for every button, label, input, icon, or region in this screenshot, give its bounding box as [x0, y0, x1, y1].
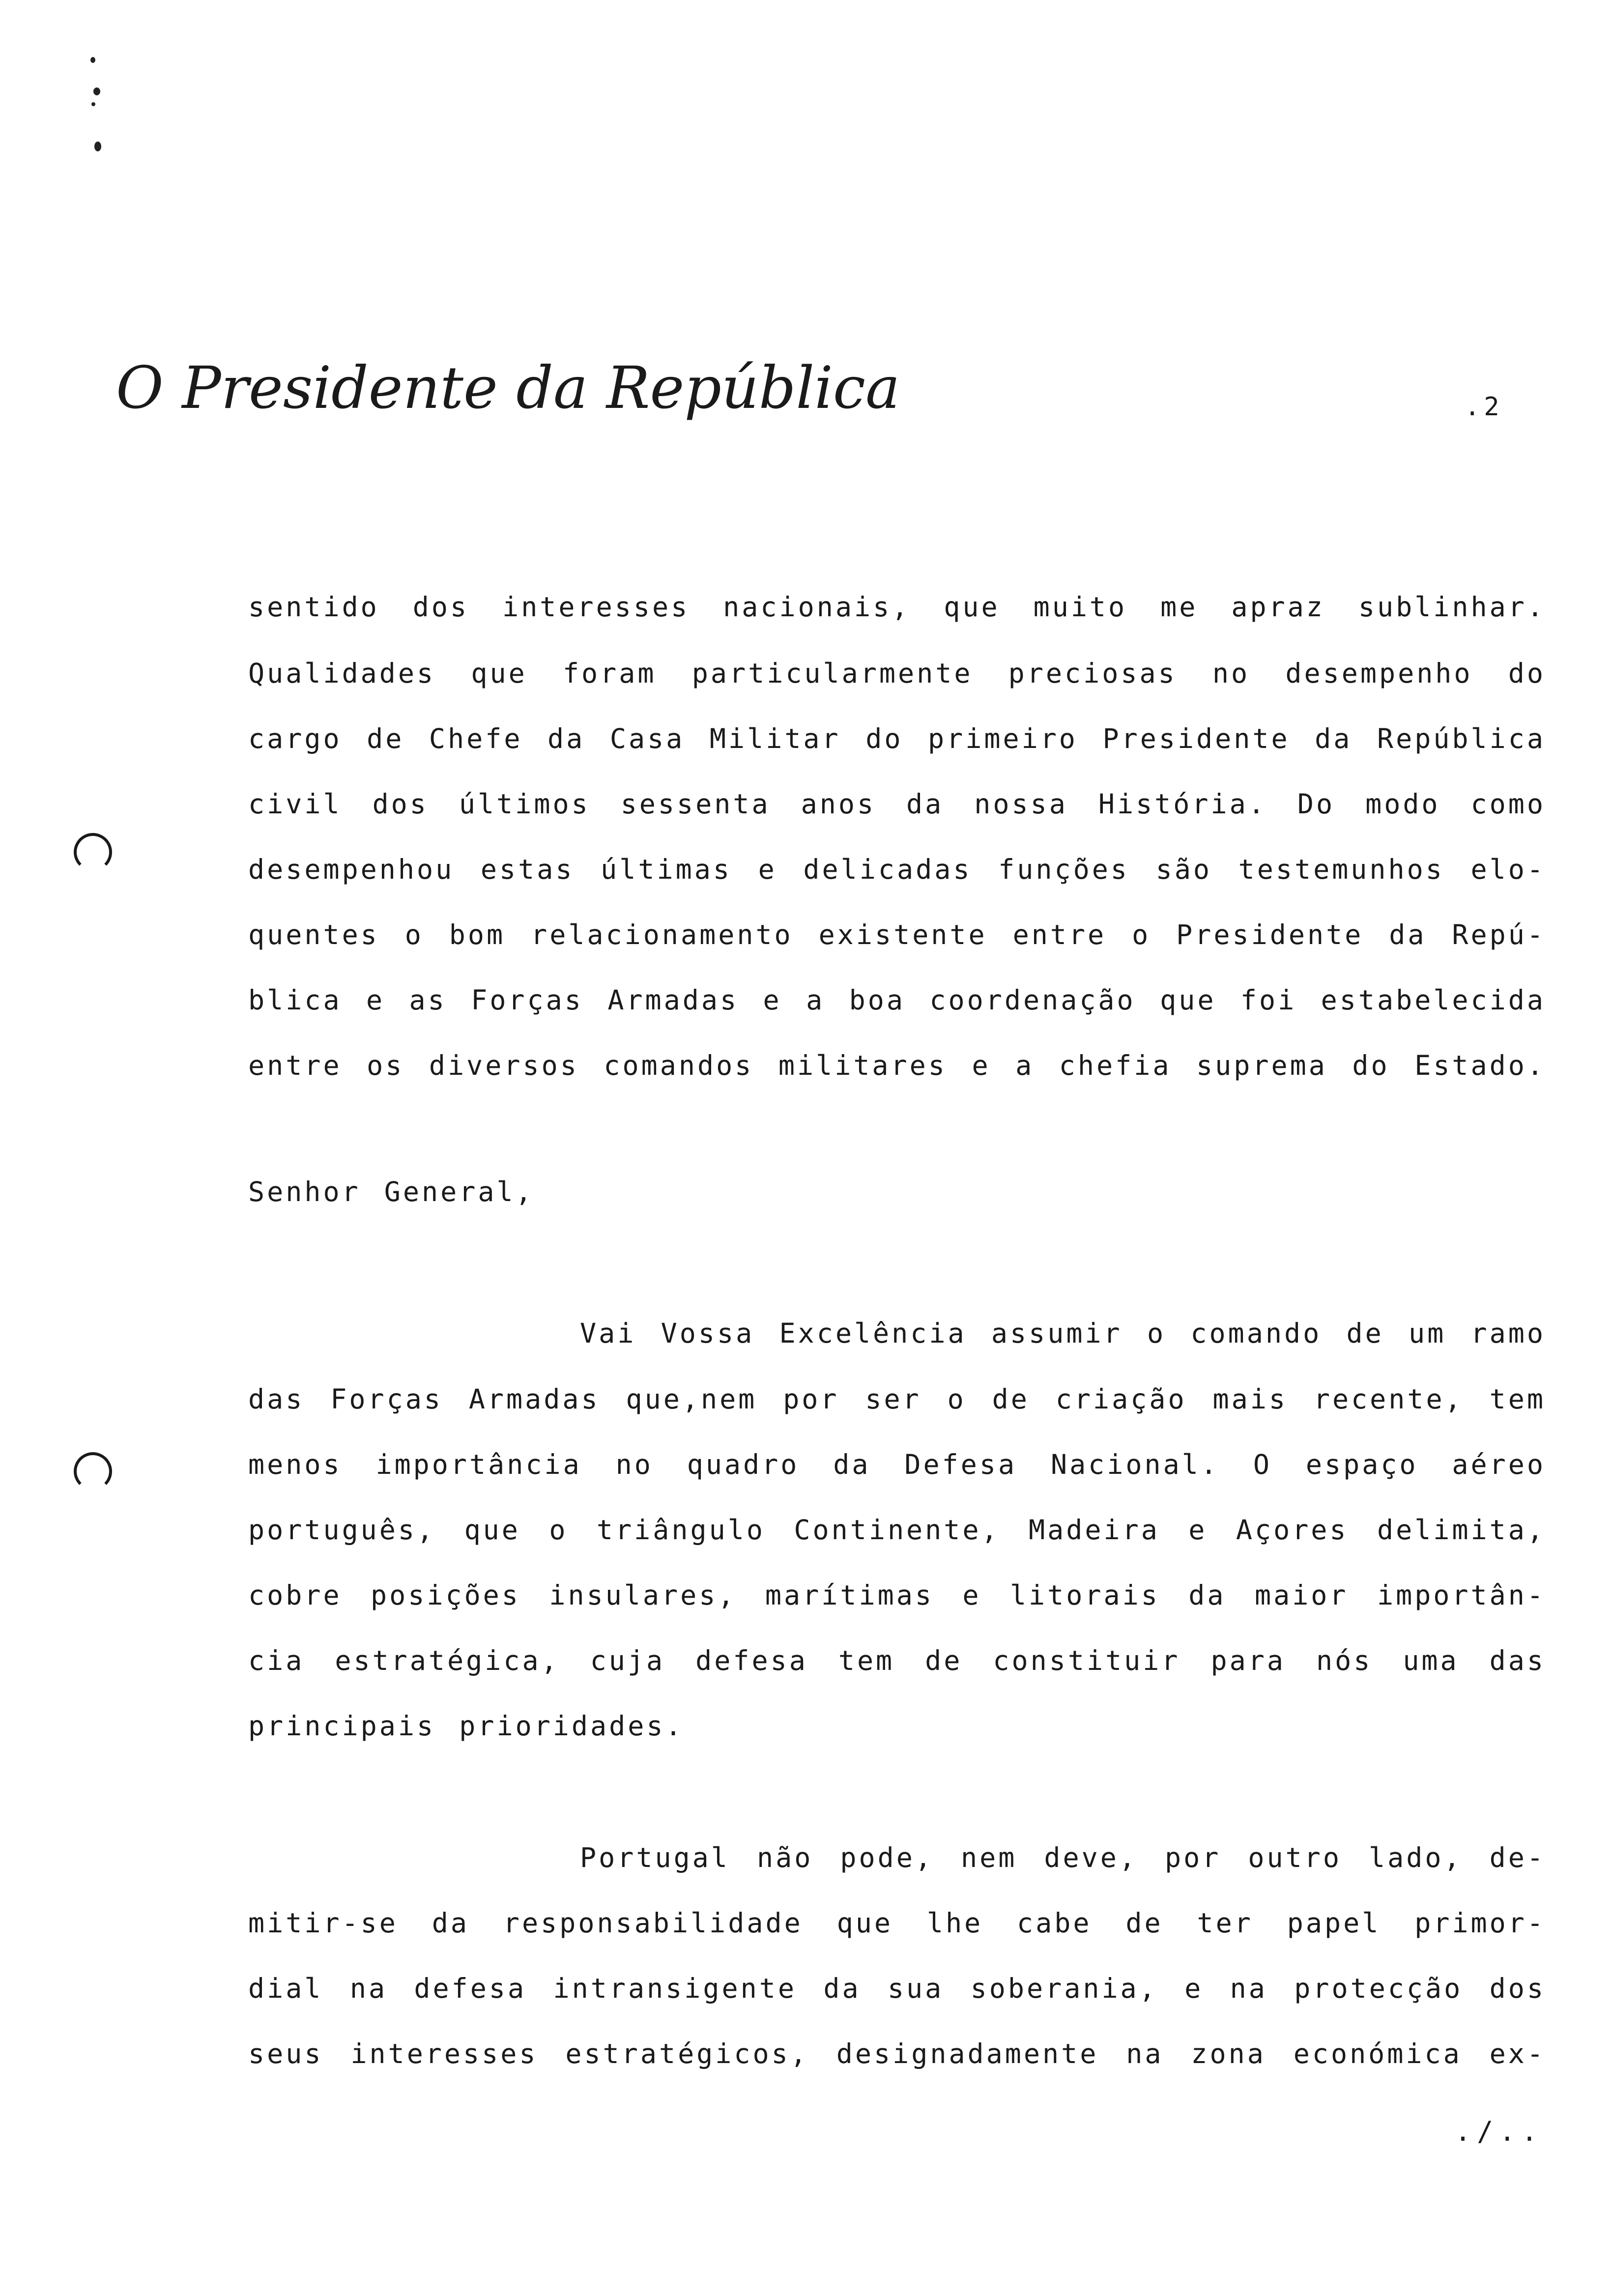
text-line: seus interesses estratégicos, designadamente na zona económica ex- [248, 2038, 1546, 2069]
text-line: sentido dos interesses nacionais, que muito me apraz sublinhar. [248, 591, 1546, 623]
scan-speck [90, 57, 95, 63]
punch-hole [74, 1452, 112, 1491]
page-number: .2 [1465, 392, 1503, 422]
letterhead-logo [111, 351, 900, 445]
salutation: Senhor General, [248, 1176, 534, 1207]
letterhead-text: O Presidente da República [116, 354, 900, 422]
text-line: civil dos últimos sessenta anos da nossa História. Do modo como [248, 788, 1546, 820]
text-line: mitir-se da responsabilidade que lhe cabe de ter papel primor- [248, 1907, 1546, 1939]
text-line: principais prioridades. [248, 1710, 684, 1742]
punch-hole [74, 833, 112, 871]
scan-speck [91, 102, 95, 106]
scan-speck [93, 87, 100, 95]
text-line: cia estratégica, cuja defesa tem de constituir para nós uma das [248, 1645, 1546, 1676]
text-line: entre os diversos comandos militares e a chefia suprema do Estado. [248, 1050, 1546, 1081]
text-line: Vai Vossa Excelência assumir o comando de um ramo [580, 1318, 1546, 1349]
text-line: Qualidades que foram particularmente preciosas no desempenho do [248, 658, 1546, 689]
text-line: das Forças Armadas que,nem por ser o de criação mais recente, tem [248, 1383, 1546, 1415]
text-line: desempenhou estas últimas e delicadas funções são testemunhos elo- [248, 854, 1546, 885]
continuation-mark: ./.. [1455, 2116, 1544, 2147]
text-line: dial na defesa intransigente da sua soberania, e na protecção dos [248, 1973, 1546, 2004]
scan-speck [94, 142, 101, 151]
text-line: cobre posições insulares, marítimas e litorais da maior importân- [248, 1579, 1546, 1611]
text-line: português, que o triângulo Continente, Madeira e Açores delimita, [248, 1514, 1546, 1546]
text-line: quentes o bom relacionamento existente entre o Presidente da Repú- [248, 919, 1546, 950]
text-line: Portugal não pode, nem deve, por outro lado, de- [580, 1842, 1546, 1873]
text-line: cargo de Chefe da Casa Militar do primeiro Presidente da República [248, 723, 1546, 754]
text-line: blica e as Forças Armadas e a boa coordenação que foi estabelecida [248, 984, 1546, 1016]
text-line: menos importância no quadro da Defesa Nacional. O espaço aéreo [248, 1449, 1546, 1480]
